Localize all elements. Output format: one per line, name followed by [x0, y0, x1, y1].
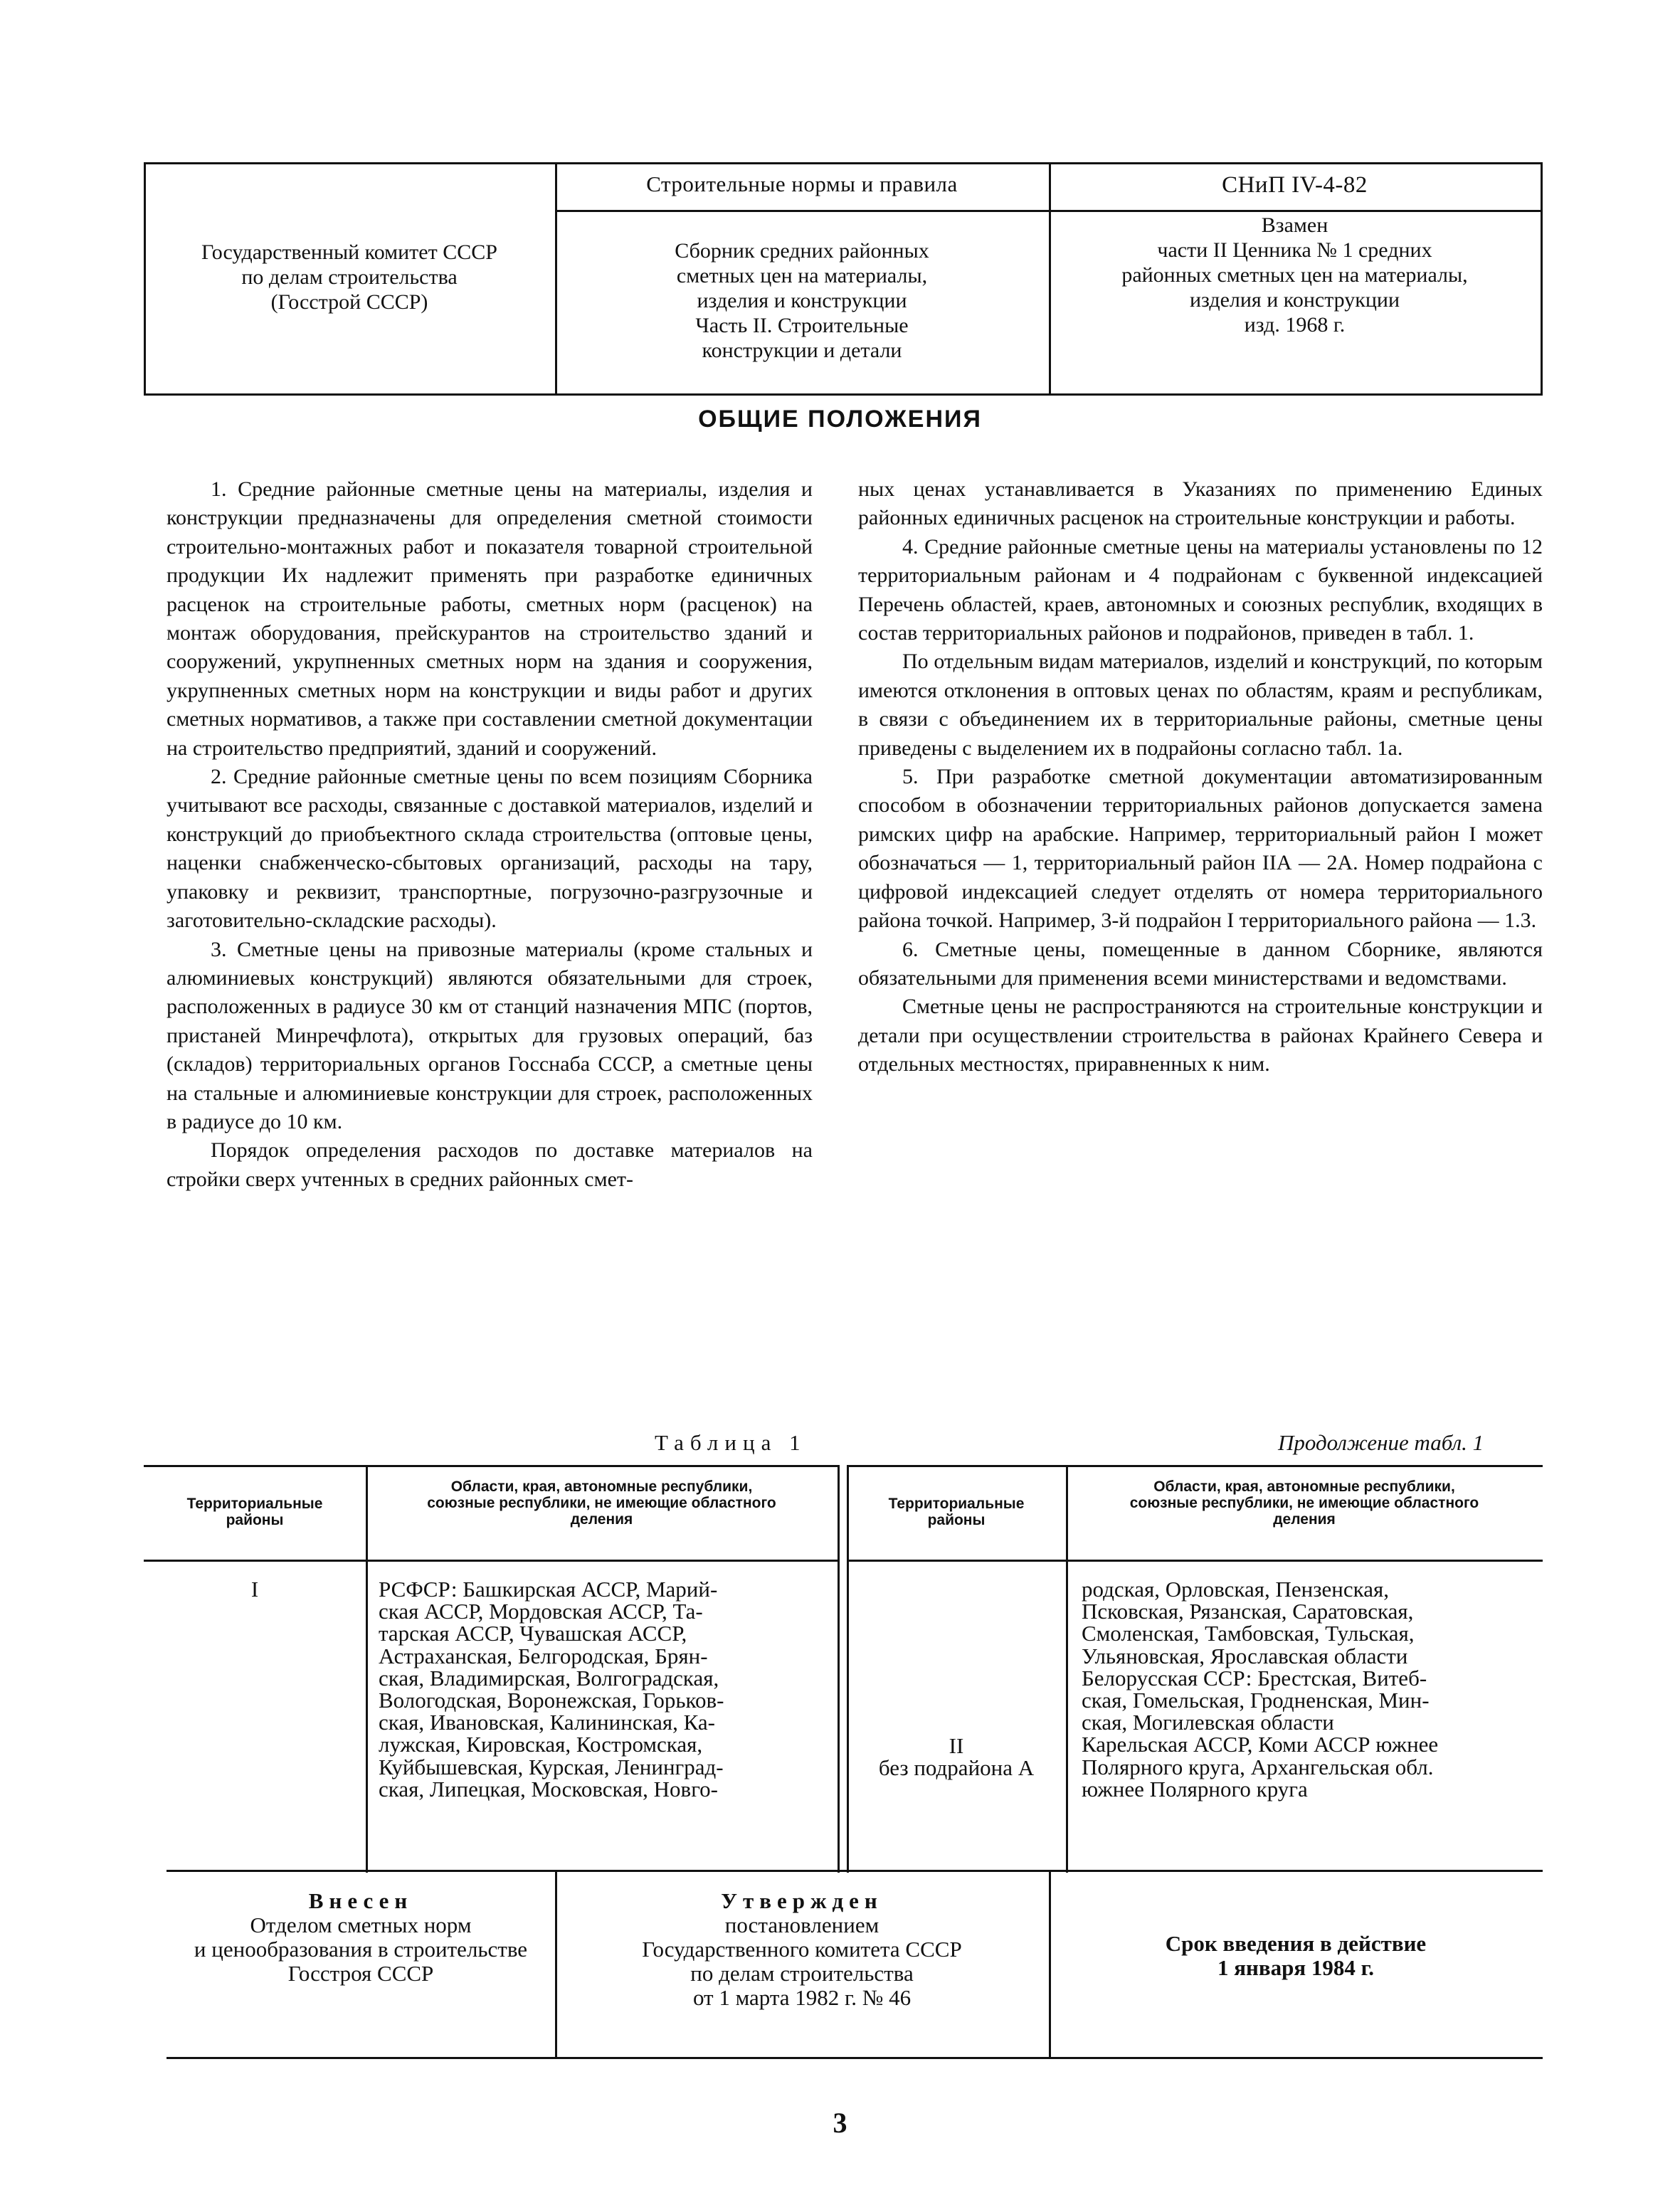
paragraph-3-end: ных ценах устанавливается в Указаниях по применению Единых районных единичных расценок на строительные конструкции и работы.: [858, 477, 1543, 530]
right-column: [858, 475, 1543, 1079]
paragraph-4: 4. Средние районные сметные цены на материалы установлены по 12 территориальным районам и 4 подрайонам с буквенной индексацией Перечень областей, краев, автономных и союзных республик, входящих в состав территориальных районов и подрайонов, приведен в табл. 1.: [858, 534, 1543, 645]
header-border-right: [1541, 164, 1543, 393]
replaces-note: Взамен части II Ценника № 1 средних районных сметных цен на материалы, изделия и конструкции изд. 1968 г.: [1121, 213, 1468, 337]
table-1-continued-header-region: Территориальные районы: [888, 1496, 1025, 1528]
paragraph-3: 3. Сметные цены на привозные материалы (кроме стальных и алюминиевых конструкций) являются обязательными для строек, расположенных в радиусе 30 км от станций назначения МПС (портов, пристаней Минречфлота), открытых для грузовых операций, баз (складов) территориальных органов Госснаба СССР, а сметные цены на стальные и алюминиевые конструкции для строек, расположенных в радиусе до 10 км.: [167, 937, 813, 1133]
paragraph-5: 5. При разработке сметной документации автоматизированным способом в обозначении территориальных районов допускается замена римских цифр на арабские. Например, территориальный район I может обозначаться — 1, территориальный район IIА — 2А. Номер подрайона с цифровой индексацией следует отделять от номера территориального района точкой. Например, 3-й подрайон I территориального района — 1.3.: [858, 765, 1543, 933]
doc-code: СНиП IV-4-82: [1222, 172, 1368, 198]
table-1-border-right: [838, 1467, 840, 1873]
table-1-continued-header-areas: Области, края, автономные республики, союзные республики, не имеющие областного деления: [1129, 1478, 1479, 1528]
table-1-areas: РСФСР: Башкирская АССР, Марий- ская АССР, Мордовская АССР, Та- тарская АССР, Чувашская АССР, Астраханская, Белгородская, Брян- ская, Владимирская, Волгоградская, Вологодская, Воронежская, Горьков- ская, Ивановская, Калининская, Ка- лужская, Кировская, Костромская, Куйбышевская, Курская, Ленинград- ская, Липецкая, Московская, Новго-: [379, 1577, 724, 1802]
table-1-header-region: Территориальные районы: [186, 1496, 323, 1528]
header-table: [144, 162, 1543, 396]
table-1-header-areas: Области, края, автономные республики, союзные республики, не имеющие областного деления: [427, 1478, 776, 1528]
page-number: 3: [833, 2107, 847, 2139]
paragraph-6: 6. Сметные цены, помещенные в данном Сборнике, являются обязательными для применения всеми министерствами и ведомствами.: [858, 937, 1543, 990]
table-1-continued: [847, 1465, 1543, 1873]
doc-type: Строительные нормы и правила: [646, 171, 958, 196]
header-row-divider: [555, 210, 1543, 212]
paragraph-3-cont: Порядок определения расходов по доставке материалов на стройки сверх учтенных в средних районных смет-: [167, 1138, 813, 1191]
table-1-divider: [366, 1467, 368, 1873]
left-column: [167, 475, 813, 1194]
table-1-continued-divider: [1066, 1467, 1068, 1873]
table-1-continued-region: II без подрайона А: [878, 1733, 1035, 1781]
effective-date: Срок введения в действие 1 января 1984 г.: [1165, 1931, 1427, 1980]
approved-by: Утвержден постановлением Государственного комитета СССР по делам строительства от 1 марта 1982 г. № 46: [642, 1888, 962, 2010]
paragraph-2: 2. Средние районные сметные цены по всем позициям Сборника учитывают все расходы, связанные с доставкой материалов, изделий и конструкций до приобъектного склада строительства (оптовые цены, наценки снабженческо-сбытовых организаций, расходы на тару, упаковку и реквизит, транспортные, погрузочно-разгрузочные и заготовительно-складские расходы).: [167, 765, 813, 933]
section-title: ОБЩИЕ ПОЛОЖЕНИЯ: [698, 406, 982, 433]
introduced-by: Внесен Отделом сметных норм и ценообразования в строительстве Госстроя СССР: [194, 1888, 528, 1986]
paragraph-6-cont: Сметные цены не распространяются на строительные конструкции и детали при осуществлении строительства в районах Крайнего Севера и отдельных местностях, приравненных к ним.: [858, 995, 1543, 1076]
paragraph-1: 1. Средние районные сметные цены на материалы, изделия и конструкции предназначены для определения сметной стоимости строительно-монтажных работ и показателя товарной строительной продукции Их надлежит применять при разработке единичных расценок на строительные работы, сметных норм (расценок) на монтаж оборудования, прейскурантов на строительство зданий и сооружений, укрупненных сметных норм на здания и сооружения, укрупненных сметных норм на конструкции и виды работ и других сметных нормативов, а также при составлении сметной документации на строительство предприятий, зданий и сооружений.: [167, 477, 813, 760]
table-1: [144, 1465, 840, 1873]
collection-title: Сборник средних районных сметных цен на материалы, изделия и конструкции Часть II. Строительные конструкции и детали: [675, 239, 929, 362]
footer-table: [167, 1870, 1543, 2059]
paragraph-4-cont: По отдельным видам материалов, изделий и конструкций, по которым имеются отклонения в оптовых ценах по областям, краям и республикам, в связи с объединением их в территориальные районы, сметные цены приведены с выделением их в подрайоны согласно табл. 1а.: [858, 650, 1543, 760]
table-1-region: I: [250, 1577, 259, 1602]
issuing-organization: Государственный комитет СССР по делам строительства (Госстрой СССР): [201, 240, 497, 314]
table-1-caption: Таблица 1: [655, 1430, 807, 1455]
table-1-continued-caption: Продолжение табл. 1: [1278, 1430, 1484, 1455]
table-1-continued-areas: родская, Орловская, Пензенская, Псковская, Рязанская, Саратовская, Смоленская, Тамбовская, Тульская, Ульяновская, Ярославская области Белорусская ССР: Брестская, Витеб- ская, Гомельская, Гродненская, Мин- ская, Могилевская области Карельская АССР, Коми АССР южнее Полярного круга, Архангельская обл. южнее Полярного круга: [1082, 1577, 1439, 1802]
